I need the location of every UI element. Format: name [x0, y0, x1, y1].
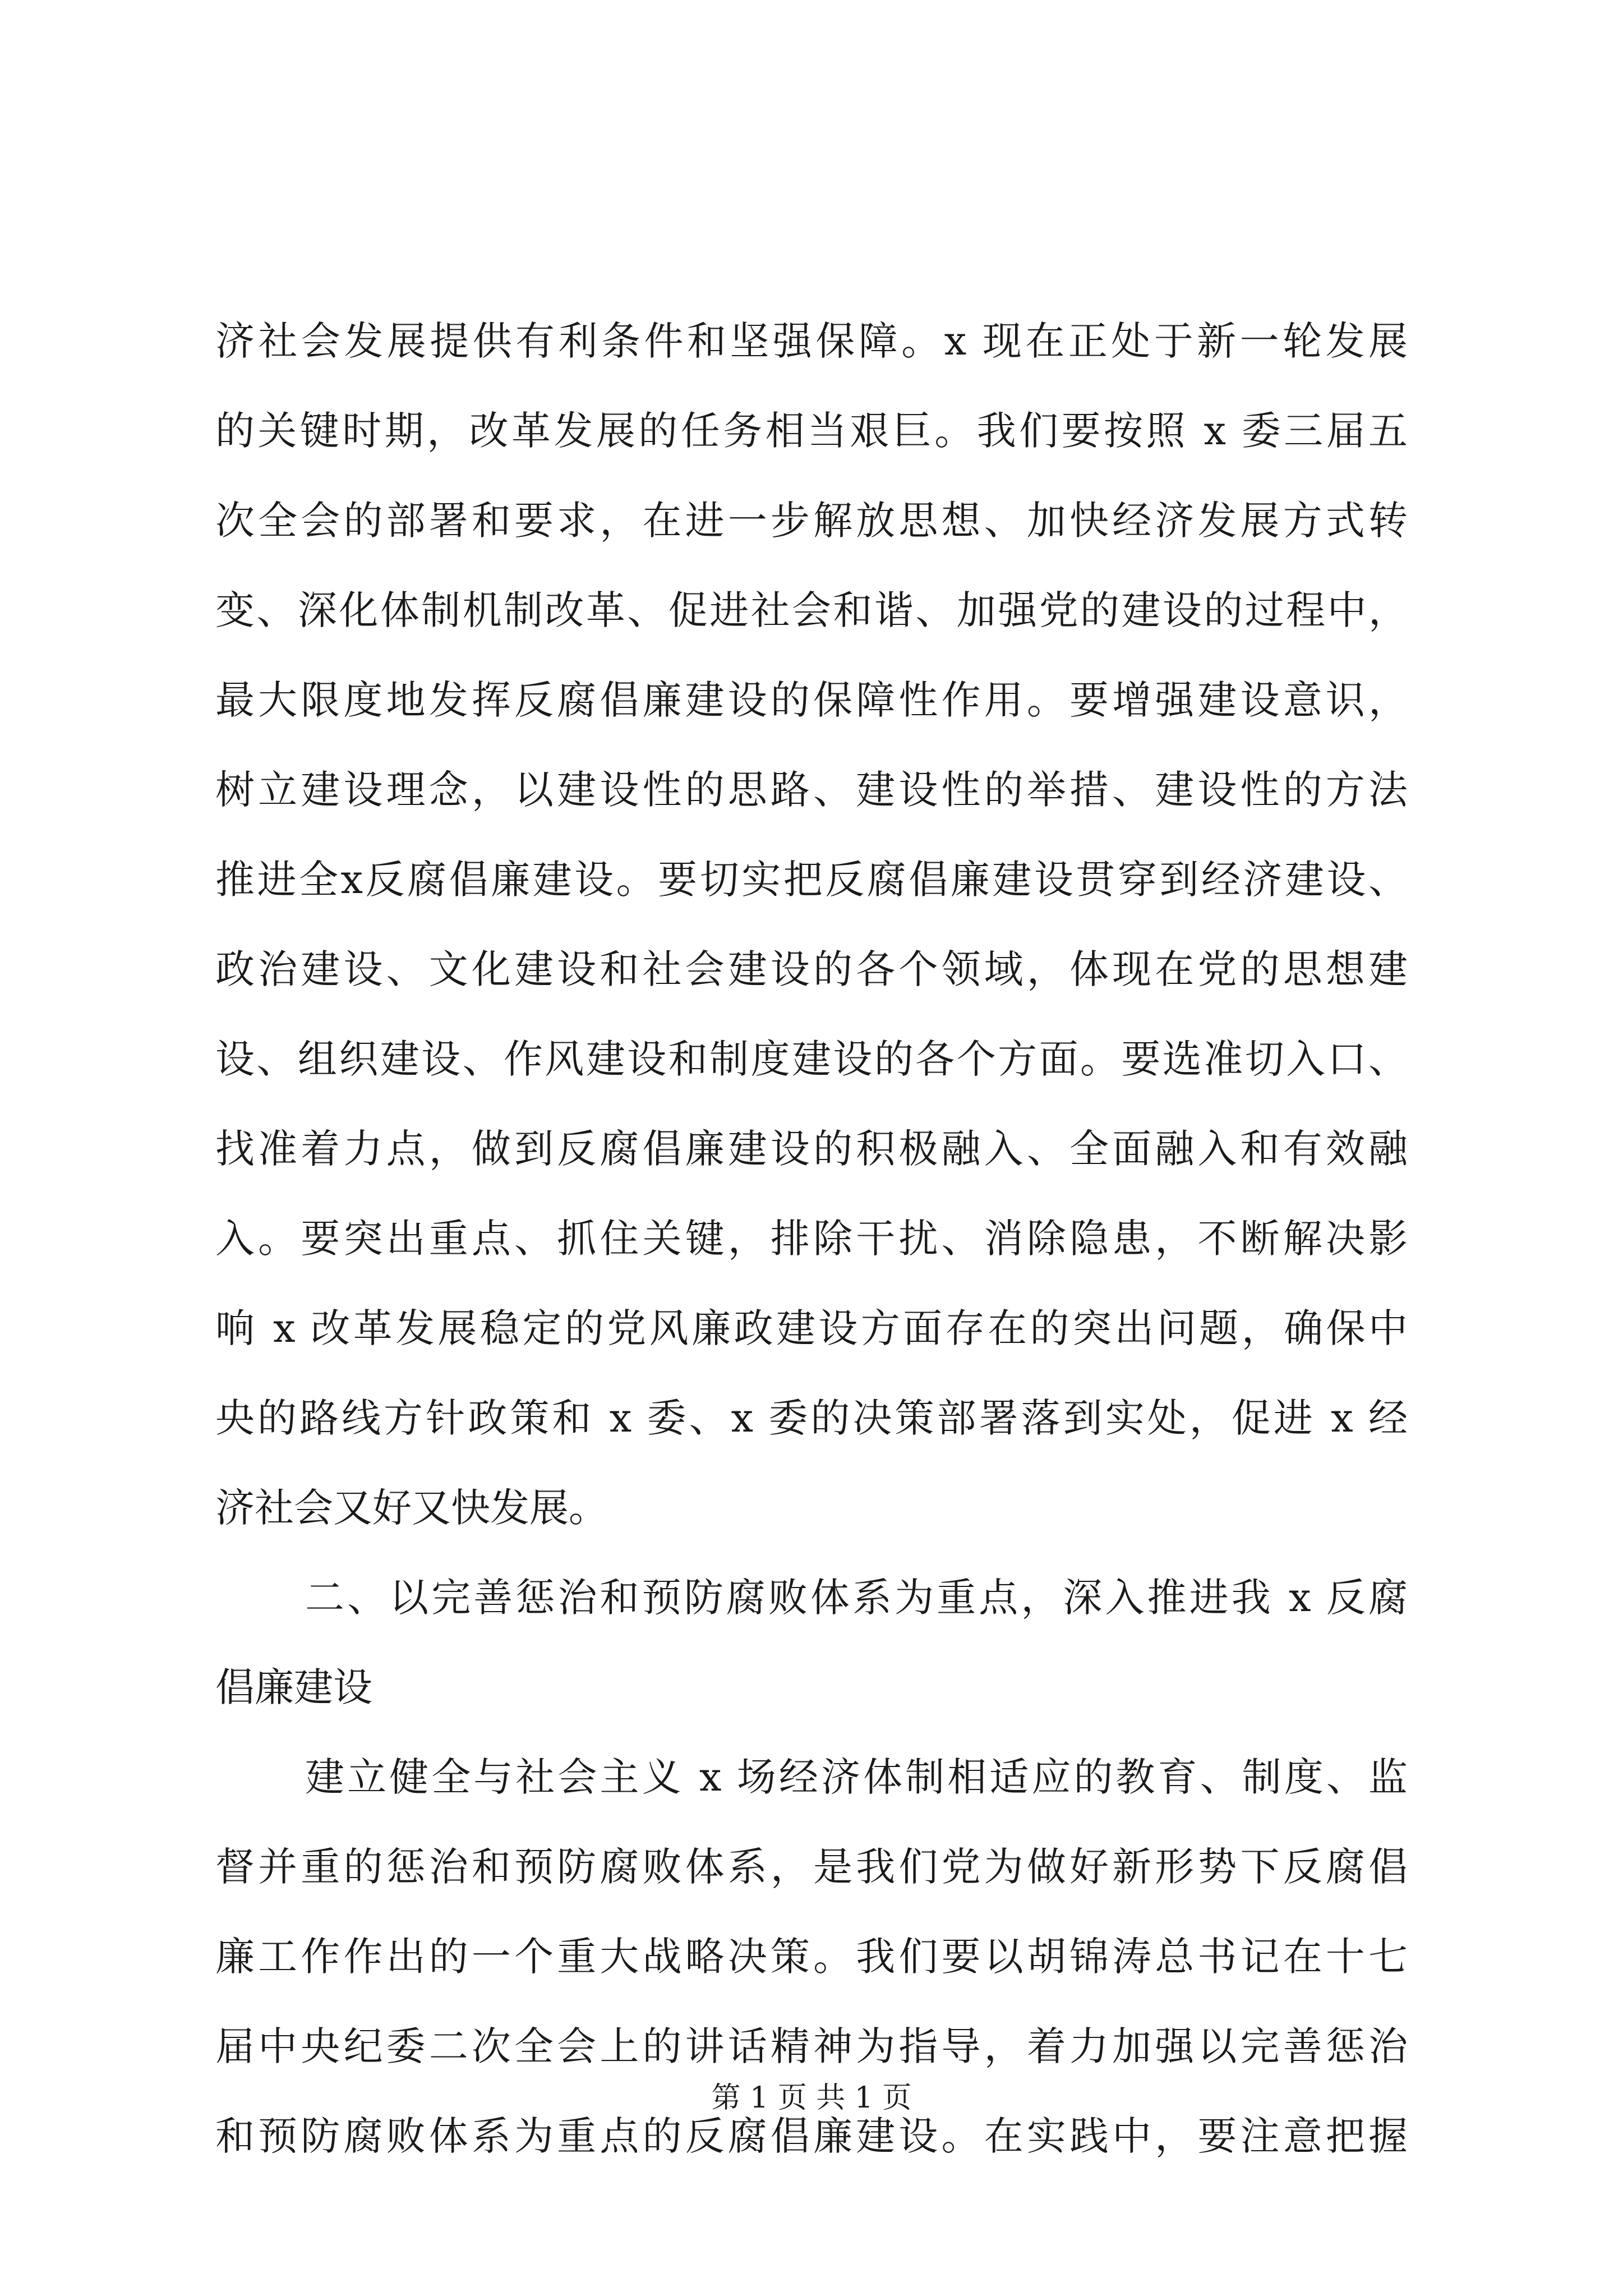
- body-line: 届中央纪委二次全会上的讲话精神为指导，着力加强以完善惩治: [215, 2023, 1408, 2069]
- body-line: 响 x 改革发展稳定的党风廉政建设方面存在的突出问题，确保中: [215, 1305, 1408, 1351]
- body-line: 廉工作作出的一个重大战略决策。我们要以胡锦涛总书记在十七: [215, 1934, 1408, 1980]
- page-number-label: 第 1 页 共 1 页: [711, 2081, 912, 2115]
- body-line: 济社会又好又快发展。: [215, 1485, 608, 1531]
- body-line: 政治建设、文化建设和社会建设的各个领域，体现在党的思想建: [215, 946, 1408, 992]
- body-line: 入。要突出重点、抓住关键，排除干扰、消除隐患，不断解决影: [215, 1216, 1408, 1262]
- document-body: [215, 296, 1408, 2181]
- body-line: 设、组织建设、作风建设和制度建设的各个方面。要选准切入口、: [215, 1036, 1408, 1082]
- body-line: 和预防腐败体系为重点的反腐倡廉建设。在实践中，要注意把握: [215, 2113, 1408, 2159]
- body-line: 找准着力点，做到反腐倡廉建设的积极融入、全面融入和有效融: [215, 1126, 1408, 1172]
- section-heading-line: 二、以完善惩治和预防腐败体系为重点，深入推进我 x 反腐: [305, 1575, 1408, 1621]
- body-line: 的关键时期，改革发展的任务相当艰巨。我们要按照 x 委三届五: [215, 408, 1408, 454]
- section-heading-line: 倡廉建设: [215, 1664, 372, 1710]
- body-line: 督并重的惩治和预防腐败体系，是我们党为做好新形势下反腐倡: [215, 1844, 1408, 1890]
- body-line: 推进全x反腐倡廉建设。要切实把反腐倡廉建设贯穿到经济建设、: [215, 857, 1408, 903]
- body-line: 树立建设理念，以建设性的思路、建设性的举措、建设性的方法: [215, 767, 1408, 813]
- page-footer: [0, 2076, 1623, 2120]
- body-line: 建立健全与社会主义 x 场经济体制相适应的教育、制度、监: [305, 1754, 1408, 1800]
- body-line: 济社会发展提供有利条件和坚强保障。x 现在正处于新一轮发展: [215, 318, 1408, 364]
- body-line: 央的路线方针政策和 x 委、x 委的决策部署落到实处，促进 x 经: [215, 1395, 1408, 1441]
- body-line: 最大限度地发挥反腐倡廉建设的保障性作用。要增强建设意识，: [215, 677, 1408, 723]
- body-line: 次全会的部署和要求，在进一步解放思想、加快经济发展方式转: [215, 498, 1408, 544]
- body-line: 变、深化体制机制改革、促进社会和谐、加强党的建设的过程中，: [215, 587, 1408, 633]
